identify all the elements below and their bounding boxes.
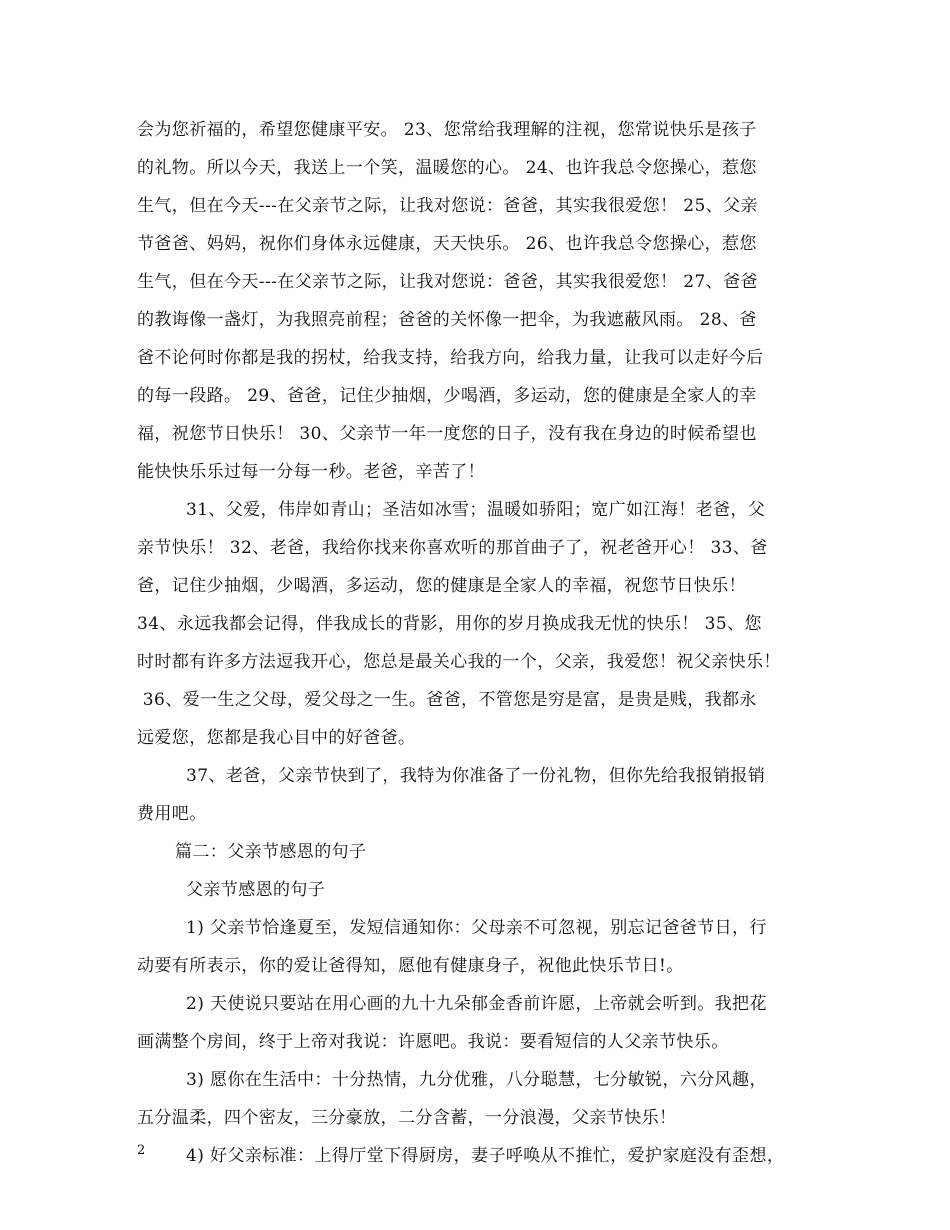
text-line: 36、爱一生之父母，爱父母之一生。爸爸，不管您是穷是富，是贵是贱，我都永 (137, 690, 757, 710)
section-subheading: 父亲节感恩的句子 (186, 880, 326, 900)
text-line: 的教诲像一盏灯，为我照亮前程；爸爸的关怀像一把伞，为我遮蔽风雨。 28、爸 (137, 310, 757, 330)
text-line: 动要有所表示，你的爱让爸得知，愿他有健康身子，祝他此快乐节日!。 (137, 956, 684, 976)
text-line: 时时都有许多方法逗我开心，您总是最关心我的一个，父亲，我爱您！祝父亲快乐！ (137, 652, 781, 672)
text-line: 五分温柔，四个密友，三分豪放，二分含蓄，一分浪漫，父亲节快乐！ (137, 1108, 677, 1128)
text-line: 31、父爱，伟岸如青山；圣洁如冰雪；温暖如骄阳；宽广如江海！老爸，父 (186, 500, 766, 520)
text-line: 能快快乐乐过每一分每一秒。老爸，辛苦了！ (137, 462, 485, 482)
text-line: 远爱您，您都是我心目中的好爸爸。 (137, 728, 416, 748)
text-line: 3) 愿你在生活中：十分热情，九分优雅，八分聪慧，七分敏锐，六分风趣， (186, 1070, 767, 1090)
text-line: 亲节快乐！ 32、老爸，我给你找来你喜欢听的那首曲子了，祝老爸开心！ 33、爸 (137, 538, 768, 558)
text-line: 37、老爸，父亲节快到了，我特为你准备了一份礼物，但你先给我报销报销 (186, 766, 766, 786)
text-line: 爸，记住少抽烟，少喝酒，多运动，您的健康是全家人的幸福，祝您节日快乐！ (137, 576, 746, 596)
text-line: 生气，但在今天---在父亲节之际，让我对您说：爸爸，其实我很爱您！ 27、爸爸 (137, 272, 758, 292)
text-line: 画满整个房间，终于上帝对我说：许愿吧。我说：要看短信的人父亲节快乐。 (137, 1032, 729, 1052)
text-line: 的每一段路。 29、爸爸，记住少抽烟，少喝酒，多运动，您的健康是全家人的幸 (137, 386, 757, 406)
text-line: 爸不论何时你都是我的拐杖，给我支持，给我方向，给我力量，让我可以走好今后 (137, 348, 764, 368)
text-line: 的礼物。所以今天，我送上一个笑，温暖您的心。 24、也许我总令您操心，惹您 (137, 158, 757, 178)
text-line: 34、永远我都会记得，伴我成长的背影，用你的岁月换成我无忧的快乐！ 35、您 (137, 614, 762, 634)
text-line: 1) 父亲节恰逢夏至，发短信通知你：父母亲不可忽视，别忘记爸爸节日，行 (186, 918, 767, 938)
section-heading: 篇二：父亲节感恩的句子 (175, 842, 367, 862)
text-line: 费用吧。 (137, 804, 207, 824)
text-line: 会为您祈福的，希望您健康平安。 23、您常给我理解的注视，您常说快乐是孩子 (137, 120, 757, 140)
text-line: 福，祝您节日快乐！ 30、父亲节一年一度您的日子，没有我在身边的时候希望也 (137, 424, 757, 444)
text-line: 2) 天使说只要站在用心画的九十九朵郁金香前许愿，上帝就会听到。我把花 (186, 994, 767, 1014)
page-number: 2 (137, 1143, 146, 1158)
text-line: 4) 好父亲标准：上得厅堂下得厨房，妻子呼唤从不推忙，爱护家庭没有歪想， (186, 1146, 785, 1166)
text-line: 节爸爸、妈妈，祝你们身体永远健康，天天快乐。 26、也许我总令您操心，惹您 (137, 234, 757, 254)
text-line: 生气，但在今天---在父亲节之际，让我对您说：爸爸，其实我很爱您！ 25、父亲 (137, 196, 758, 216)
